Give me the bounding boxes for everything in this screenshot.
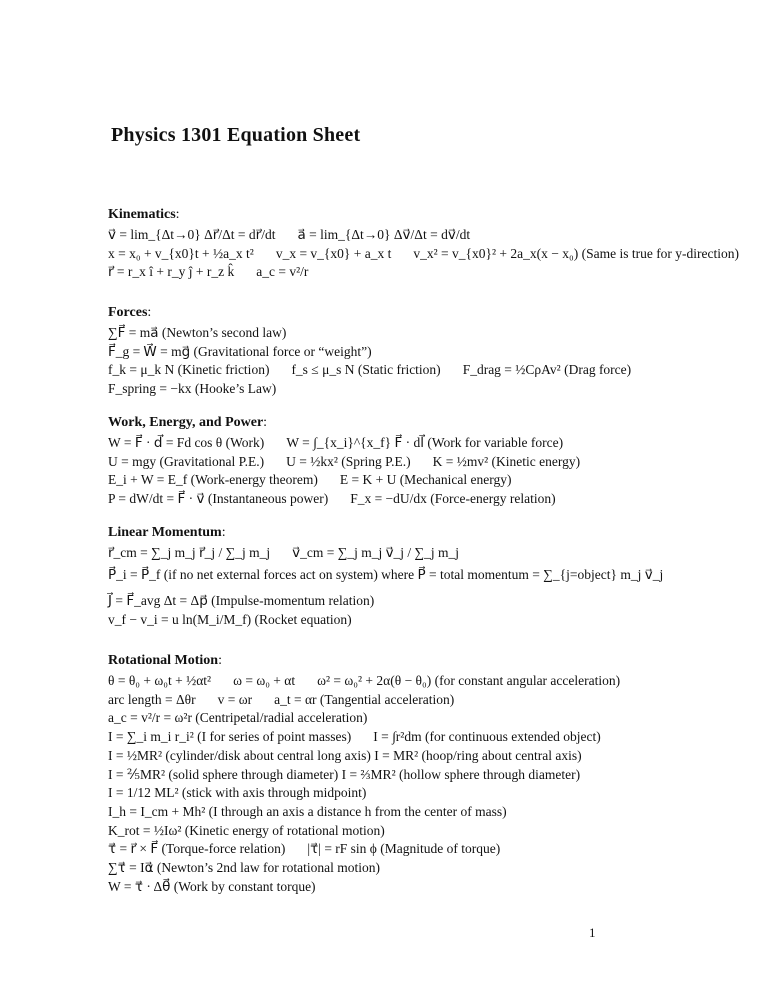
section-linear-momentum	[108, 524, 728, 630]
equation-line: P⃗_i = P⃗_f (if no net external forces act on system) where P⃗ = total momentum = ∑_{j=object} m_j v⃗_j	[108, 566, 664, 582]
equation-line: P = dW/dt = F⃗ · v⃗ (Instantaneous power) F_x = −dU/dx (Force-energy relation)	[108, 491, 556, 507]
equation-line: a_c = v²/r = ω²r (Centripetal/radial acceleration)	[108, 710, 368, 726]
section-heading: Rotational Motion:	[108, 653, 222, 668]
page-number: 1	[589, 925, 596, 940]
section-kinematics	[108, 206, 740, 282]
section-forces	[108, 304, 728, 399]
section-heading: Linear Momentum:	[108, 525, 226, 540]
equation-line: E_i + W = E_f (Work-energy theorem) E = K + U (Mechanical energy)	[108, 472, 512, 488]
equation-line: K_rot = ½Iω² (Kinetic energy of rotational motion)	[108, 822, 385, 838]
section-heading: Kinematics:	[108, 207, 180, 222]
equation-line: θ = θ₀ + ω₀t + ½αt² ω = ω₀ + αt ω² = ω₀² + 2α(θ − θ₀) (for constant angular acceleration)	[108, 673, 621, 688]
section-work-energy-power	[108, 414, 728, 509]
equation-line: f_k = μ_k N (Kinetic friction) f_s ≤ μ_s N (Static friction) F_drag = ½CρAv² (Drag force)	[108, 362, 632, 378]
equation-line: W = τ⃗ · Δθ⃗ (Work by constant torque)	[108, 878, 316, 894]
equation-line: I = ½MR² (cylinder/disk about central long axis) I = MR² (hoop/ring about central axis)	[108, 747, 582, 763]
equation-line: x = x₀ + v_{x0}t + ½a_x t² v_x = v_{x0} + a_x t v_x² = v_{x0}² + 2a_x(x − x₀) (Same is true for y-direction)	[108, 245, 740, 261]
equation-line: ∑τ⃗ = Iα⃗ (Newton’s 2nd law for rotational motion)	[108, 860, 380, 876]
equation-line: U = mgy (Gravitational P.E.) U = ½kx² (Spring P.E.) K = ½mv² (Kinetic energy)	[108, 453, 581, 469]
equation-line: F⃗_g = W⃗ = mg⃗ (Gravitational force or “weight”)	[108, 343, 372, 359]
equation-line: r⃗_cm = ∑_j m_j r⃗_j / ∑_j m_j v⃗_cm = ∑_j m_j v⃗_j / ∑_j m_j	[108, 545, 460, 560]
equation-line: τ⃗ = r⃗ × F⃗ (Torque-force relation) |τ⃗| = rF sin ϕ (Magnitude of torque)	[108, 841, 501, 857]
section-rotational-motion	[108, 652, 728, 896]
section-heading: Work, Energy, and Power:	[108, 415, 268, 430]
equation-line: F_spring = −kx (Hooke’s Law)	[108, 381, 277, 397]
equation-line: arc length = Δθr v = ωr a_t = αr (Tangential acceleration)	[108, 691, 455, 707]
equation-line: r⃗ = r_x î + r_y ĵ + r_z k̂ a_c = v²/r	[108, 264, 309, 280]
equation-line: I_h = I_cm + Mh² (I through an axis a distance h from the center of mass)	[108, 803, 507, 819]
equation-line: v⃗ = lim_{Δt→0} Δr⃗/Δt = dr⃗/dt a⃗ = lim_{Δt→0} Δv⃗/Δt = dv⃗/dt	[108, 227, 471, 242]
equation-line: I = ⅖MR² (solid sphere through diameter) I = ⅔MR² (hollow sphere through diameter)	[108, 766, 581, 782]
equation-line: I = ∑_i m_i r_i² (I for series of point masses) I = ∫r²dm (for continuous extended object)	[108, 729, 601, 745]
equation-line: W = F⃗ · d⃗ = Fd cos θ (Work) W = ∫_{x_i}^{x_f} F⃗ · dl⃗ (Work for variable force)	[108, 435, 564, 450]
equation-line: ∑F⃗ = ma⃗ (Newton’s second law)	[108, 325, 287, 340]
section-heading: Forces:	[108, 305, 152, 320]
equation-line: I = 1/12 ML² (stick with axis through midpoint)	[108, 785, 367, 801]
equation-line: v_f − v_i = u ln(M_i/M_f) (Rocket equation)	[108, 612, 352, 628]
page-title: Physics 1301 Equation Sheet	[111, 124, 361, 146]
equation-line: J⃗ = F⃗_avg Δt = Δp⃗ (Impulse-momentum relation)	[108, 593, 375, 609]
